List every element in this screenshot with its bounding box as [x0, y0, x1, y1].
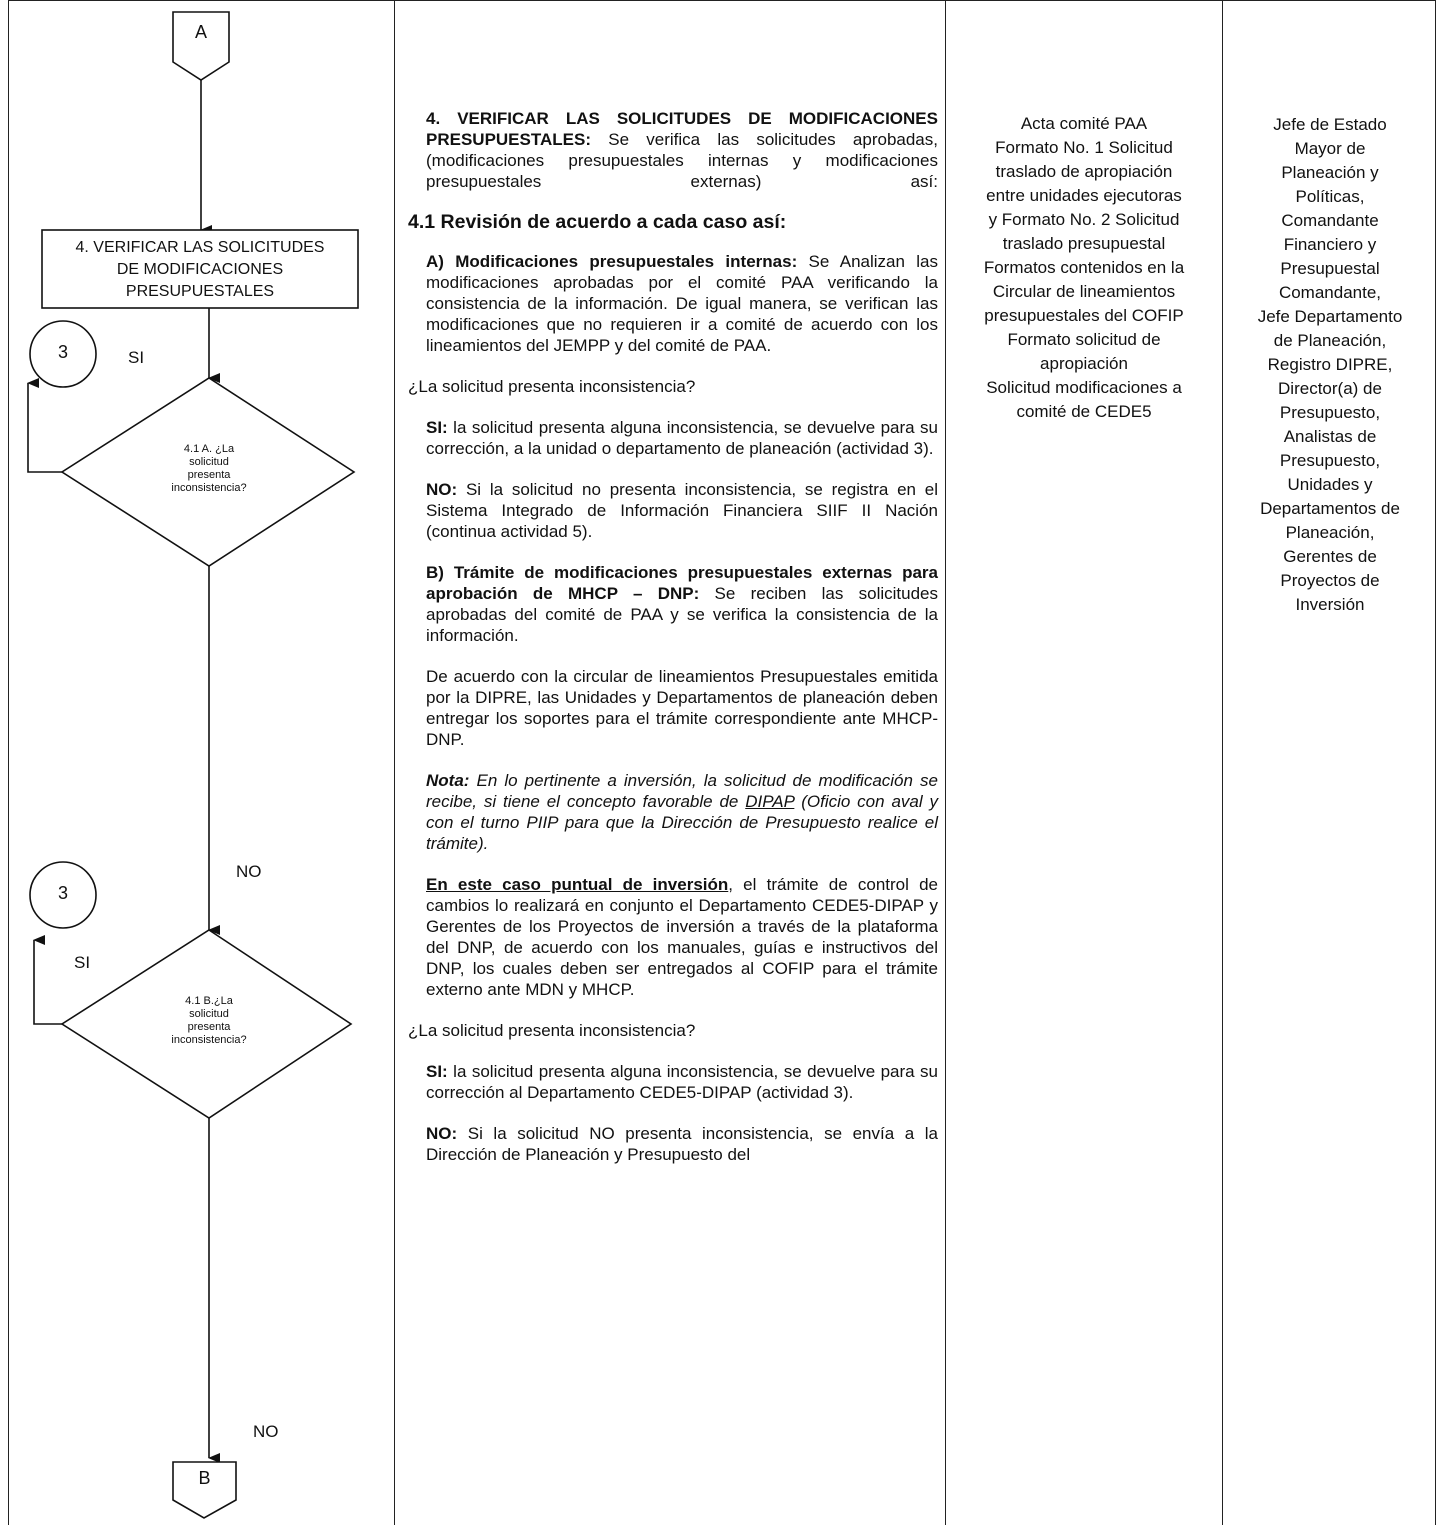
responsible-line: Jefe Departamento [1257, 307, 1403, 326]
record-line: traslado de apropiación [995, 162, 1173, 181]
responsible-line: Registro DIPRE, [1267, 355, 1393, 374]
responsible-line: Financiero y [1283, 235, 1377, 254]
record-line: traslado presupuestal [1002, 234, 1166, 253]
answer-no [408, 1123, 938, 1165]
note-text: (Oficio con aval y con el turno PIIP para que la Dirección de Presupuesto realice el trámite). [426, 792, 938, 853]
note-text: En lo pertinente a inversión, la solicitud de modificación se recibe, si tiene el concepto favorable de [426, 771, 938, 811]
records-column [950, 112, 1218, 424]
decision-line: presenta [187, 469, 231, 481]
responsible-line: Departamentos de [1260, 499, 1400, 518]
process-box-text [42, 237, 358, 303]
column-divider [1222, 0, 1223, 1525]
responsible-line: Proyectos de [1280, 571, 1380, 590]
responsible-line: Planeación y [1281, 163, 1379, 182]
no-text: Si la solicitud no presenta inconsistencia, se registra en el Sistema Integrado de Información Financiera SIIF II Nación (continua actividad 5). [426, 480, 938, 541]
label-no: NO [236, 862, 262, 881]
column-divider [945, 0, 946, 1525]
responsible-line: de Planeación, [1273, 331, 1387, 350]
decision-a-text [139, 443, 279, 495]
responsible-line: Mayor de [1294, 139, 1366, 158]
question: ¿La solicitud presenta inconsistencia? [408, 377, 696, 396]
record-line: apropiación [1040, 354, 1128, 373]
note-label: Nota: [426, 771, 470, 790]
label-no: NO [253, 1422, 279, 1441]
case-b-paragraph: De acuerdo con la circular de lineamientos Presupuestales emitida por la DIPRE, las Unidades y Departamentos de planeación deben entregar los soportes para el trámite correspondiente ante MHCP-DNP. [426, 667, 938, 749]
activity-title: 4. VERIFICAR LAS SOLICITUDES DE MODIFICACIONES PRESUPUESTALES: [426, 109, 938, 149]
case-a-text: Se Analizan las modificaciones aprobadas por el comité PAA verificando la consistencia de la información. De igual manera, se verifican las modificaciones que no requieren ir a comité de acuerdo con los lineamientos del JEMPP y del comité de PAA. [426, 252, 939, 355]
decision-line: presenta [187, 1021, 231, 1033]
case-b [408, 562, 938, 646]
si-label: SI: [426, 1062, 448, 1081]
flowchart [8, 0, 394, 1525]
process-box-line: DE MODIFICACIONES [116, 261, 284, 278]
record-line: Formatos contenidos en la [983, 258, 1185, 277]
responsible-line: Director(a) de [1278, 379, 1382, 398]
no-label: NO: [426, 480, 458, 499]
note-underlined: DIPAP [745, 792, 795, 811]
process-box-line: PRESUPUESTALES [125, 283, 275, 300]
responsible-line: Planeación, [1285, 523, 1375, 542]
case-b-title: B) Trámite de modificaciones presupuestales externas para aprobación de MHCP – DNP: [426, 563, 938, 603]
case-a [408, 251, 938, 356]
question: ¿La solicitud presenta inconsistencia? [408, 1021, 696, 1040]
responsible-line: Unidades y [1287, 475, 1373, 494]
record-line: comité de CEDE5 [1016, 402, 1152, 421]
responsible-line: Inversión [1295, 595, 1365, 614]
record-line: presupuestales del COFIP [984, 306, 1184, 325]
decision-line: inconsistencia? [171, 1034, 247, 1046]
record-line: Solicitud modificaciones a [986, 378, 1182, 397]
no-text: Si la solicitud NO presenta inconsistencia, se envía a la Dirección de Planeación y Presupuesto del [426, 1124, 938, 1164]
answer-no [408, 479, 938, 542]
decision-line: 4.1 A. ¿La [183, 443, 235, 455]
investment-case [408, 874, 938, 1000]
responsible-line: Jefe de Estado [1273, 115, 1387, 134]
record-line: y Formato No. 2 Solicitud [988, 210, 1180, 229]
column-divider [394, 0, 395, 1525]
no-label: NO: [426, 1124, 458, 1143]
investment-case-label: En este caso puntual de inversión [426, 875, 729, 894]
activity-heading [408, 108, 938, 192]
flowchart-drawing [8, 0, 394, 1525]
connector-a-label: A [194, 22, 207, 42]
answer-si [408, 417, 938, 459]
si-label: SI: [426, 418, 448, 437]
responsible-line: Comandante, [1278, 283, 1382, 302]
responsible-line: Comandante [1281, 211, 1379, 230]
responsible-line: Analistas de [1283, 427, 1377, 446]
responsible-line: Presupuesto, [1279, 451, 1381, 470]
si-text: la solicitud presenta alguna inconsistencia, se devuelve para su corrección al Departamento CEDE5-DIPAP (actividad 3). [426, 1062, 938, 1102]
responsible-column [1230, 113, 1430, 617]
circle-label: 3 [57, 883, 68, 903]
activity-description [408, 108, 938, 1185]
record-line: Acta comité PAA [1020, 114, 1148, 133]
responsible-line: Gerentes de [1283, 547, 1377, 566]
responsible-line: Políticas, [1295, 187, 1365, 206]
connector-b-label: B [198, 1468, 211, 1488]
si-text: la solicitud presenta alguna inconsistencia, se devuelve para su corrección, a la unidad o departamento de planeación (actividad 3). [426, 418, 938, 458]
investment-case-text: , el trámite de control de cambios lo realizará en conjunto el Departamento CEDE5-DIPAP y Gerentes de los Proyectos de inversión a través de la plataforma del DNP, de acuerdo con los manuales, guías e instructivos del DNP, los cuales deben ser entregados al COFIP para el trámite externo ante MDN y MHCP. [426, 875, 938, 999]
decision-line: solicitud [189, 1008, 229, 1020]
record-line: Circular de lineamientos [992, 282, 1176, 301]
decision-line: solicitud [189, 456, 229, 468]
label-si: SI [74, 953, 91, 972]
circle-label: 3 [57, 342, 68, 362]
case-b-text: Se reciben las solicitudes aprobadas del comité de PAA y se verifica la consistencia de la información. [426, 584, 938, 645]
answer-si [408, 1061, 938, 1103]
decision-line: inconsistencia? [171, 482, 247, 494]
note [408, 770, 938, 854]
record-line: entre unidades ejecutoras [986, 186, 1182, 205]
responsible-line: Presupuesto, [1279, 403, 1381, 422]
record-line: Formato solicitud de [1007, 330, 1161, 349]
responsible-line: Presupuestal [1280, 259, 1380, 278]
activity-intro: Se verifica las solicitudes aprobadas, (modificaciones presupuestales internas y modificaciones presupuestales externas) así: [426, 130, 938, 191]
process-box-line: 4. VERIFICAR LAS SOLICITUDES [75, 239, 325, 256]
label-si: SI [128, 348, 145, 367]
record-line: Formato No. 1 Solicitud [995, 138, 1173, 157]
case-a-title: A) Modificaciones presupuestales internas: [426, 252, 798, 271]
decision-b-text [139, 995, 279, 1047]
subheading: 4.1 Revisión de acuerdo a cada caso así: [408, 211, 787, 233]
decision-line: 4.1 B.¿La [185, 995, 233, 1007]
